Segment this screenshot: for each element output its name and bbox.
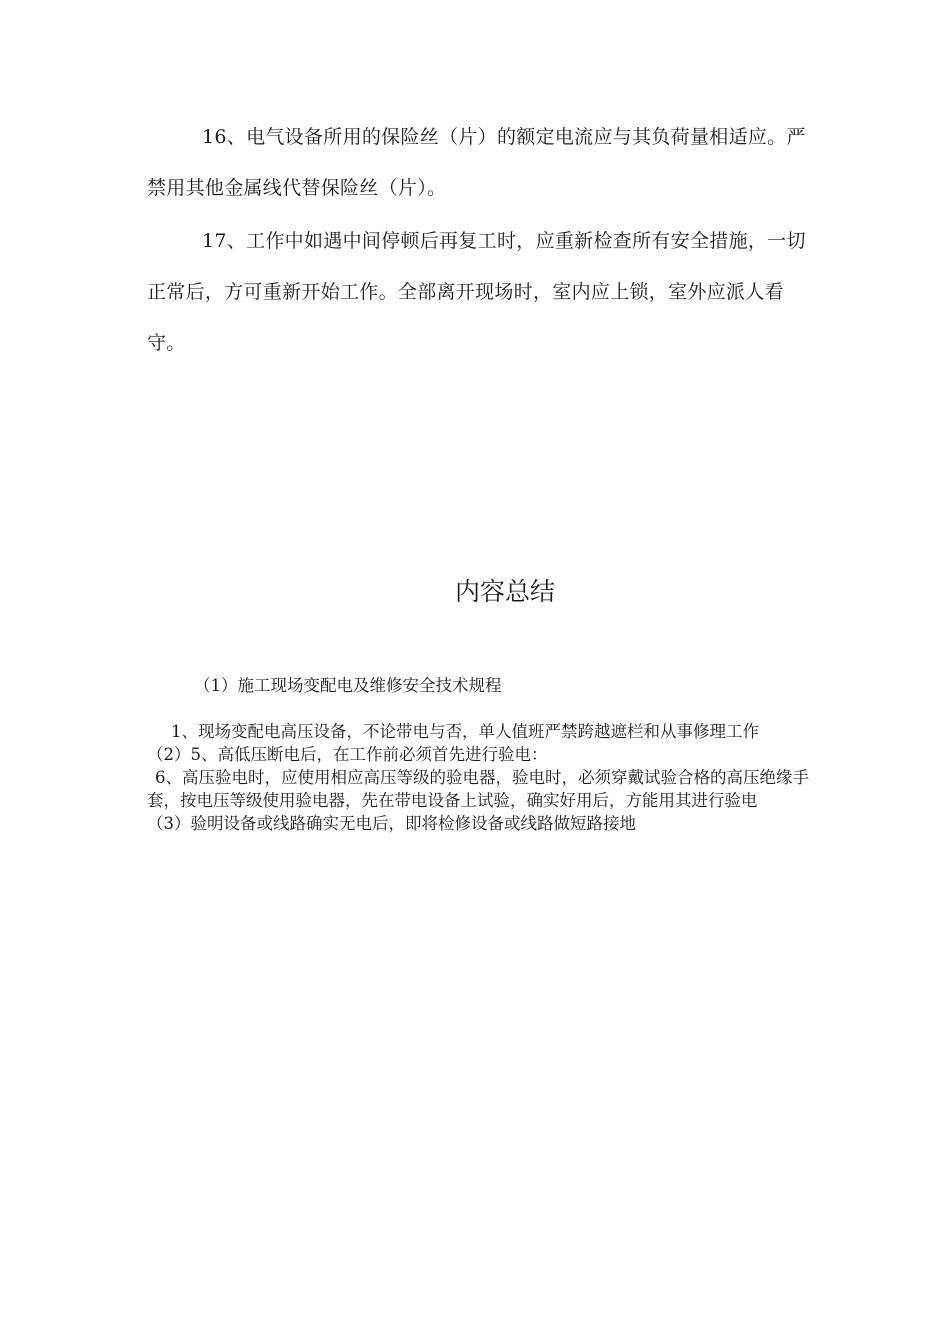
summary-item-1: 1、现场变配电高压设备，不论带电与否，单人值班严禁跨越遮栏和从事修理工作 bbox=[171, 722, 759, 741]
summary-item-3: （3）验明设备或线路确实无电后，即将检修设备或线路做短路接地 bbox=[147, 814, 636, 833]
summary-block bbox=[147, 674, 812, 835]
paragraph-16: 16、电气设备所用的保险丝（片）的额定电流应与其负荷量相适应。严禁用其他金属线代替保险丝（片）。 bbox=[147, 126, 806, 199]
paragraph-17: 17、工作中如遇中间停顿后再复工时，应重新检查所有安全措施，一切正常后，方可重新开始工作。全部离开现场时，室内应上锁，室外应派人看守。 bbox=[147, 230, 806, 354]
summary-item-6: 6、高压验电时，应使用相应高压等级的验电器，验电时，必须穿戴试验合格的高压绝缘手套，按电压等级使用验电器，先在带电设备上试验，确实好用后，方能用其进行验电 bbox=[147, 768, 809, 810]
summary-title: 内容总结 bbox=[454, 577, 555, 606]
summary-item-2: （2）5、高低压断电后，在工作前必须首先进行验电： bbox=[147, 745, 548, 764]
summary-heading: （1）施工现场变配电及维修安全技术规程 bbox=[194, 676, 502, 695]
